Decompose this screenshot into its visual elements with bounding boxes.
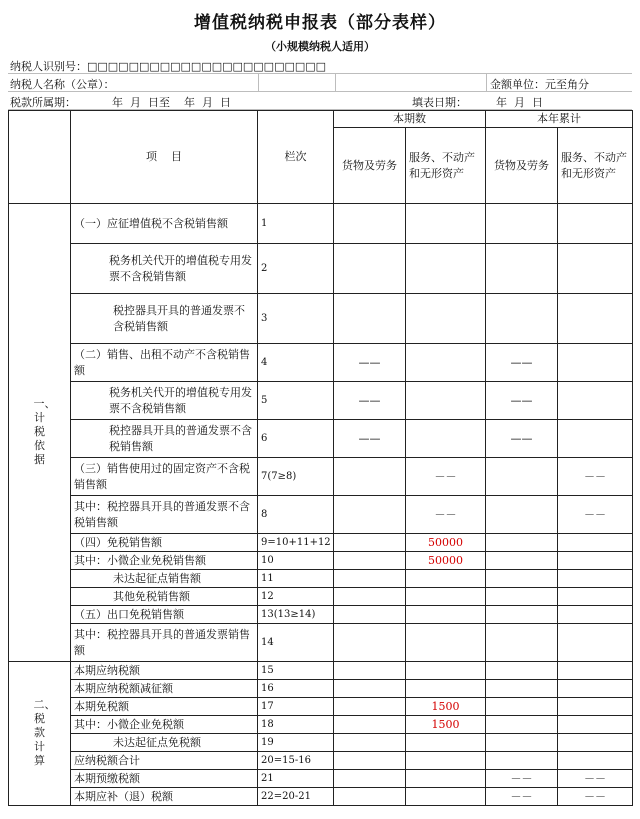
ytd-goods-cell[interactable] <box>486 552 558 570</box>
ytd-services-cell[interactable] <box>558 204 633 244</box>
ytd-services-cell[interactable] <box>558 716 633 734</box>
ytd-services-cell[interactable] <box>558 680 633 698</box>
ytd-goods-cell[interactable] <box>486 204 558 244</box>
row-line-number: 3 <box>258 294 334 344</box>
row-line-number: 15 <box>258 662 334 680</box>
current-goods-cell[interactable] <box>334 716 406 734</box>
current-goods-cell[interactable] <box>334 204 406 244</box>
ytd-goods-cell[interactable] <box>486 752 558 770</box>
current-goods-cell[interactable] <box>334 458 406 496</box>
current-goods-cell[interactable]: —— <box>334 344 406 382</box>
table-row <box>9 294 633 344</box>
current-services-cell[interactable]: 50000 <box>406 552 486 570</box>
current-services-cell[interactable] <box>406 788 486 806</box>
table-row <box>9 534 633 552</box>
col-item-header: 项 目 <box>71 111 258 204</box>
table-row <box>9 606 633 624</box>
ytd-services-cell[interactable]: －－ <box>558 770 633 788</box>
ytd-goods-cell[interactable] <box>486 734 558 752</box>
ytd-services-cell[interactable] <box>558 552 633 570</box>
declaration-table <box>8 110 633 806</box>
ytd-goods-cell[interactable] <box>486 716 558 734</box>
table-row <box>9 496 633 534</box>
row-line-number: 21 <box>258 770 334 788</box>
current-goods-cell[interactable] <box>334 588 406 606</box>
row-item-label: 未达起征点免税额 <box>71 734 258 752</box>
current-goods-cell[interactable] <box>334 788 406 806</box>
row-line-number: 19 <box>258 734 334 752</box>
tax-period-value: 年 月 日至 年 月 日 <box>112 96 231 109</box>
ytd-services-cell[interactable] <box>558 344 633 382</box>
ytd-goods-cell[interactable] <box>486 458 558 496</box>
row-item-label: 本期应补（退）税额 <box>71 788 258 806</box>
current-services-cell[interactable] <box>406 344 486 382</box>
row-line-number: 1 <box>258 204 334 244</box>
table-row <box>9 204 633 244</box>
row-item-label: （五）出口免税销售额 <box>71 606 258 624</box>
row-line-number: 4 <box>258 344 334 382</box>
row-line-number: 20=15-16 <box>258 752 334 770</box>
current-goods-cell[interactable] <box>334 734 406 752</box>
current-services-cell[interactable] <box>406 294 486 344</box>
table-row <box>9 244 633 294</box>
current-goods-cell[interactable] <box>334 534 406 552</box>
ytd-services-cell[interactable]: －－ <box>558 788 633 806</box>
row-item-label: （一）应征增值税不含税销售额 <box>71 204 258 244</box>
current-goods-cell[interactable]: —— <box>334 420 406 458</box>
ytd-services-cell[interactable] <box>558 624 633 662</box>
row-line-number: 14 <box>258 624 334 662</box>
current-services-cell[interactable] <box>406 752 486 770</box>
table-row <box>9 588 633 606</box>
row-item-label: 其中：小微企业免税额 <box>71 716 258 734</box>
col-line-header: 栏次 <box>258 111 334 204</box>
ytd-services-cell[interactable] <box>558 734 633 752</box>
current-goods-cell[interactable] <box>334 662 406 680</box>
current-services-cell[interactable]: 1500 <box>406 698 486 716</box>
ytd-goods-cell[interactable]: —— <box>486 382 558 420</box>
ytd-services-cell[interactable] <box>558 606 633 624</box>
form-subtitle: （小规模纳税人适用） <box>265 40 375 53</box>
ytd-services-cell[interactable] <box>558 244 633 294</box>
ytd-services-cell[interactable] <box>558 752 633 770</box>
row-line-number: 7(7≥8) <box>258 458 334 496</box>
row-line-number: 9=10+11+12 <box>258 534 334 552</box>
ytd-goods-cell[interactable] <box>486 662 558 680</box>
current-services-cell[interactable] <box>406 588 486 606</box>
table-row <box>9 680 633 698</box>
row-item-label: 应纳税额合计 <box>71 752 258 770</box>
ytd-services-cell[interactable] <box>558 382 633 420</box>
row-line-number: 13(13≥14) <box>258 606 334 624</box>
taxpayer-id-label: 纳税人识别号：□□□□□□□□□□□□□□□□□□□□□□□ <box>10 60 327 73</box>
row-item-label: 其中：税控器具开具的普通发票销售额 <box>71 624 258 662</box>
current-services-cell[interactable] <box>406 204 486 244</box>
row-item-label: 其中：税控器具开具的普通发票不含税销售额 <box>71 496 258 534</box>
ytd-services-cell[interactable] <box>558 698 633 716</box>
current-goods-cell[interactable] <box>334 770 406 788</box>
ytd-goods-cell[interactable] <box>486 698 558 716</box>
taxpayer-id-row <box>8 56 632 74</box>
ytd-services-cell[interactable] <box>558 588 633 606</box>
row-item-label: （二）销售、出租不动产不含税销售额 <box>71 344 258 382</box>
ytd-goods-cell[interactable] <box>486 534 558 552</box>
current-goods-cell[interactable] <box>334 680 406 698</box>
row-item-label: （三）销售使用过的固定资产不含税销售额 <box>71 458 258 496</box>
taxpayer-name-label: 纳税人名称（公章）： <box>10 78 115 91</box>
current-goods-cell[interactable] <box>334 570 406 588</box>
current-goods-cell[interactable] <box>334 752 406 770</box>
section-tax-calc <box>9 662 71 806</box>
tax-period-row <box>8 92 632 110</box>
row-item-label: 未达起征点销售额 <box>71 570 258 588</box>
ytd-goods-cell[interactable] <box>486 680 558 698</box>
current-services-cell[interactable] <box>406 606 486 624</box>
section-label: 二、税款计算 <box>33 698 56 767</box>
section-tax-basis <box>9 204 71 662</box>
ytd-goods-cell[interactable] <box>486 588 558 606</box>
row-item-label: （四）免税销售额 <box>71 534 258 552</box>
ytd-goods-cell[interactable] <box>486 294 558 344</box>
current-goods-cell[interactable] <box>334 624 406 662</box>
row-line-number: 11 <box>258 570 334 588</box>
current-services-cell[interactable] <box>406 382 486 420</box>
table-row <box>9 344 633 382</box>
row-line-number: 2 <box>258 244 334 294</box>
row-line-number: 16 <box>258 680 334 698</box>
ytd-goods-cell[interactable] <box>486 244 558 294</box>
row-item-label: 其他免税销售额 <box>71 588 258 606</box>
form-title: 增值税纳税申报表（部分表样） <box>194 13 446 33</box>
current-services-cell[interactable] <box>406 420 486 458</box>
row-line-number: 22=20-21 <box>258 788 334 806</box>
table-row <box>9 770 633 788</box>
current-goods-cell[interactable] <box>334 294 406 344</box>
ytd-goods-cell[interactable]: —— <box>486 344 558 382</box>
ytd-services-cell[interactable] <box>558 294 633 344</box>
table-row <box>9 624 633 662</box>
fill-date-value: 年 月 日 <box>496 96 543 109</box>
row-item-label: 本期应纳税额减征额 <box>71 680 258 698</box>
row-line-number: 8 <box>258 496 334 534</box>
current-services-cell[interactable]: －－ <box>406 458 486 496</box>
ytd-services-cell[interactable]: －－ <box>558 458 633 496</box>
col-services-header: 服务、不动产和无形资产 <box>406 128 486 204</box>
ytd-services-cell[interactable] <box>558 420 633 458</box>
taxpayer-name-row <box>8 74 632 92</box>
current-goods-cell[interactable] <box>334 496 406 534</box>
row-item-label: 税控器具开具的普通发票不含税销售额 <box>71 294 258 344</box>
ytd-services-cell[interactable] <box>558 534 633 552</box>
row-item-label: 税控器具开具的普通发票不含税销售额 <box>71 420 258 458</box>
amount-unit-label: 金额单位：元至角分 <box>490 78 589 91</box>
ytd-services-cell[interactable] <box>558 662 633 680</box>
row-item-label: 税务机关代开的增值税专用发票不含税销售额 <box>71 382 258 420</box>
current-goods-cell[interactable] <box>334 606 406 624</box>
table-row <box>9 552 633 570</box>
ytd-goods-cell[interactable] <box>486 496 558 534</box>
ytd-goods-cell[interactable] <box>486 606 558 624</box>
current-services-cell[interactable]: －－ <box>406 496 486 534</box>
table-row <box>9 716 633 734</box>
ytd-services-cell[interactable] <box>558 570 633 588</box>
row-line-number: 17 <box>258 698 334 716</box>
table-row <box>9 662 633 680</box>
current-services-cell[interactable] <box>406 680 486 698</box>
ytd-services-cell[interactable]: －－ <box>558 496 633 534</box>
row-item-label: 税务机关代开的增值税专用发票不含税销售额 <box>71 244 258 294</box>
current-services-cell[interactable] <box>406 624 486 662</box>
table-row <box>9 788 633 806</box>
current-services-cell[interactable]: 50000 <box>406 534 486 552</box>
current-services-cell[interactable] <box>406 662 486 680</box>
ytd-goods-cell[interactable]: —— <box>486 420 558 458</box>
table-row <box>9 458 633 496</box>
col-services-header: 服务、不动产和无形资产 <box>558 128 633 204</box>
row-item-label: 本期免税额 <box>71 698 258 716</box>
table-row <box>9 382 633 420</box>
ytd-goods-cell[interactable] <box>486 570 558 588</box>
row-line-number: 12 <box>258 588 334 606</box>
current-services-cell[interactable]: 1500 <box>406 716 486 734</box>
current-goods-cell[interactable] <box>334 698 406 716</box>
col-current-header: 本期数 <box>334 111 486 128</box>
section-label: 一、计税依据 <box>33 397 56 466</box>
current-goods-cell[interactable] <box>334 552 406 570</box>
col-ytd-header: 本年累计 <box>486 111 633 128</box>
table-row <box>9 420 633 458</box>
row-item-label: 其中：小微企业免税销售额 <box>71 552 258 570</box>
table-row <box>9 698 633 716</box>
row-line-number: 5 <box>258 382 334 420</box>
row-item-label: 本期应纳税额 <box>71 662 258 680</box>
current-services-cell[interactable] <box>406 770 486 788</box>
col-goods-header: 货物及劳务 <box>486 128 558 204</box>
current-goods-cell[interactable] <box>334 244 406 294</box>
current-services-cell[interactable] <box>406 570 486 588</box>
current-goods-cell[interactable]: —— <box>334 382 406 420</box>
row-line-number: 10 <box>258 552 334 570</box>
table-row <box>9 752 633 770</box>
ytd-goods-cell[interactable]: －－ <box>486 788 558 806</box>
row-line-number: 6 <box>258 420 334 458</box>
fill-date-label: 填表日期： <box>412 96 467 109</box>
current-services-cell[interactable] <box>406 734 486 752</box>
row-line-number: 18 <box>258 716 334 734</box>
ytd-goods-cell[interactable]: －－ <box>486 770 558 788</box>
current-services-cell[interactable] <box>406 244 486 294</box>
table-row <box>9 570 633 588</box>
ytd-goods-cell[interactable] <box>486 624 558 662</box>
corner-cell <box>9 111 71 204</box>
col-goods-header: 货物及劳务 <box>334 128 406 204</box>
table-row <box>9 734 633 752</box>
row-item-label: 本期预缴税额 <box>71 770 258 788</box>
tax-period-label: 税款所属期： <box>10 96 76 109</box>
